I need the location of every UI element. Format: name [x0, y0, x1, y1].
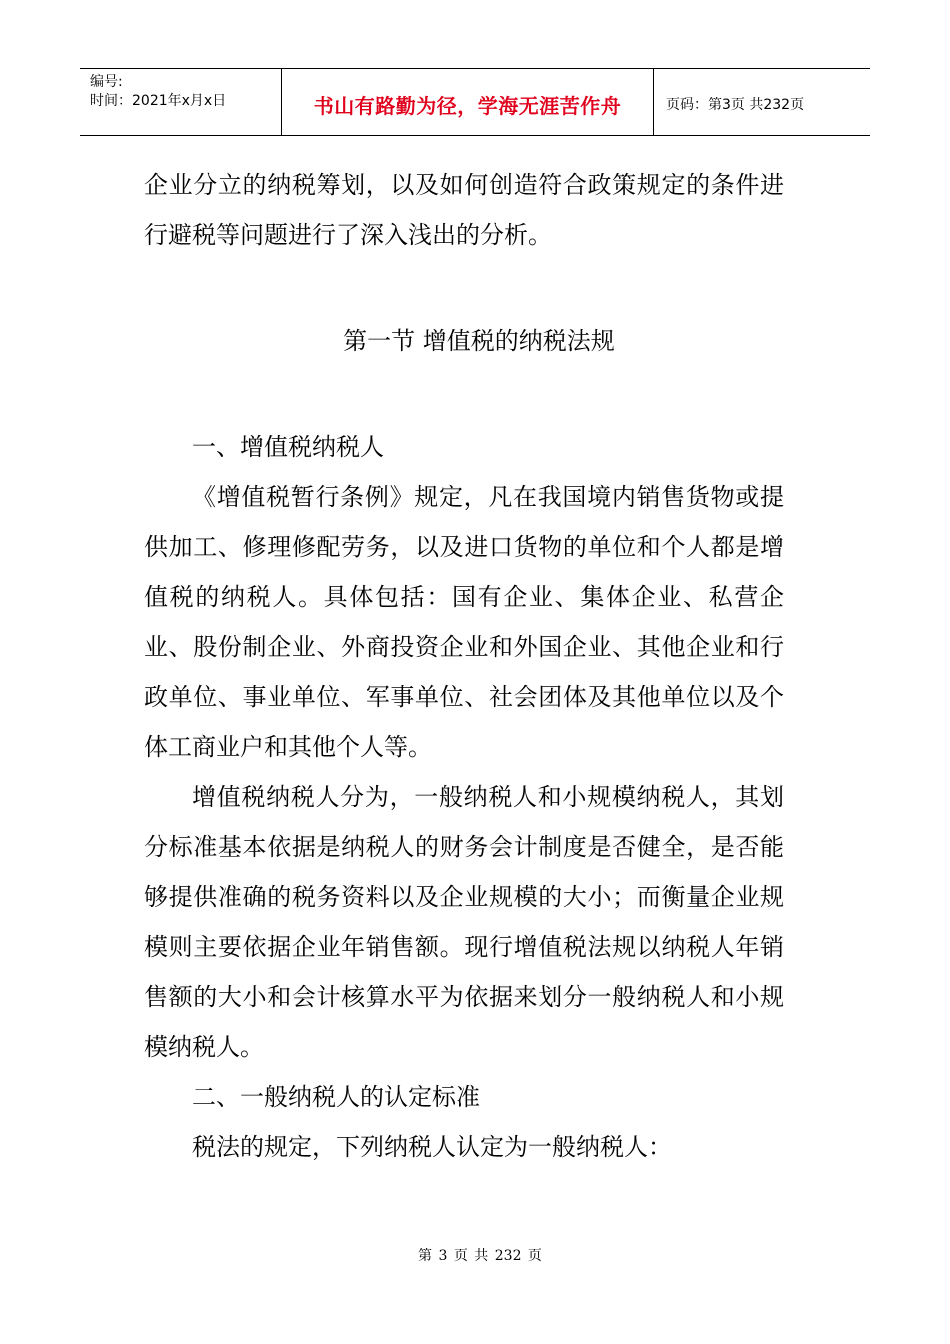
paragraph-classification: 增值税纳税人分为，一般纳税人和小规模纳税人，其划分标准基本依据是纳税人的财务会计制度是否健全，是否能够提供准确的税务资料以及企业规模的大小；而衡量企业规模则主要依据企业年销售额。现行增值税法规以纳税人年销售额的大小和会计核算水平为依据来划分一般纳税人和小规模纳税人。: [144, 783, 784, 1061]
page-footer: 第 3 页 共 232 页: [418, 1248, 542, 1264]
subheading-vat-taxpayer: 一、增值税纳税人: [192, 433, 384, 461]
page-header: [80, 68, 870, 136]
continued-paragraph: 企业分立的纳税筹划，以及如何创造符合政策规定的条件进行避税等问题进行了深入浅出的分析。: [144, 171, 784, 249]
header-page-cell: [654, 69, 870, 135]
time-label: 时间：2021年x月x日: [90, 93, 227, 109]
paragraph-tax-law: 税法的规定，下列纳税人认定为一般纳税人：: [192, 1133, 672, 1161]
header-meta-cell: [80, 69, 282, 135]
subheading-general-taxpayer: 二、一般纳税人的认定标准: [192, 1083, 480, 1111]
code-label: 编号:: [90, 74, 123, 90]
header-motto-cell: [282, 69, 654, 135]
document-body: [144, 160, 784, 1172]
header-page-info: 页码：第3页 共232页: [666, 97, 805, 113]
paragraph-regulation: 《增值税暂行条例》规定，凡在我国境内销售货物或提供加工、修理修配劳务，以及进口货物的单位和个人都是增值税的纳税人。具体包括：国有企业、集体企业、私营企业、股份制企业、外商投资企业和外国企业、其他企业和行政单位、事业单位、军事单位、社会团体及其他单位以及个体工商业户和其他个人等。: [144, 483, 784, 761]
section-title: 第一节 增值税的纳税法规: [343, 327, 615, 355]
motto-text: 书山有路勤为径，学海无涯苦作舟: [313, 93, 622, 118]
